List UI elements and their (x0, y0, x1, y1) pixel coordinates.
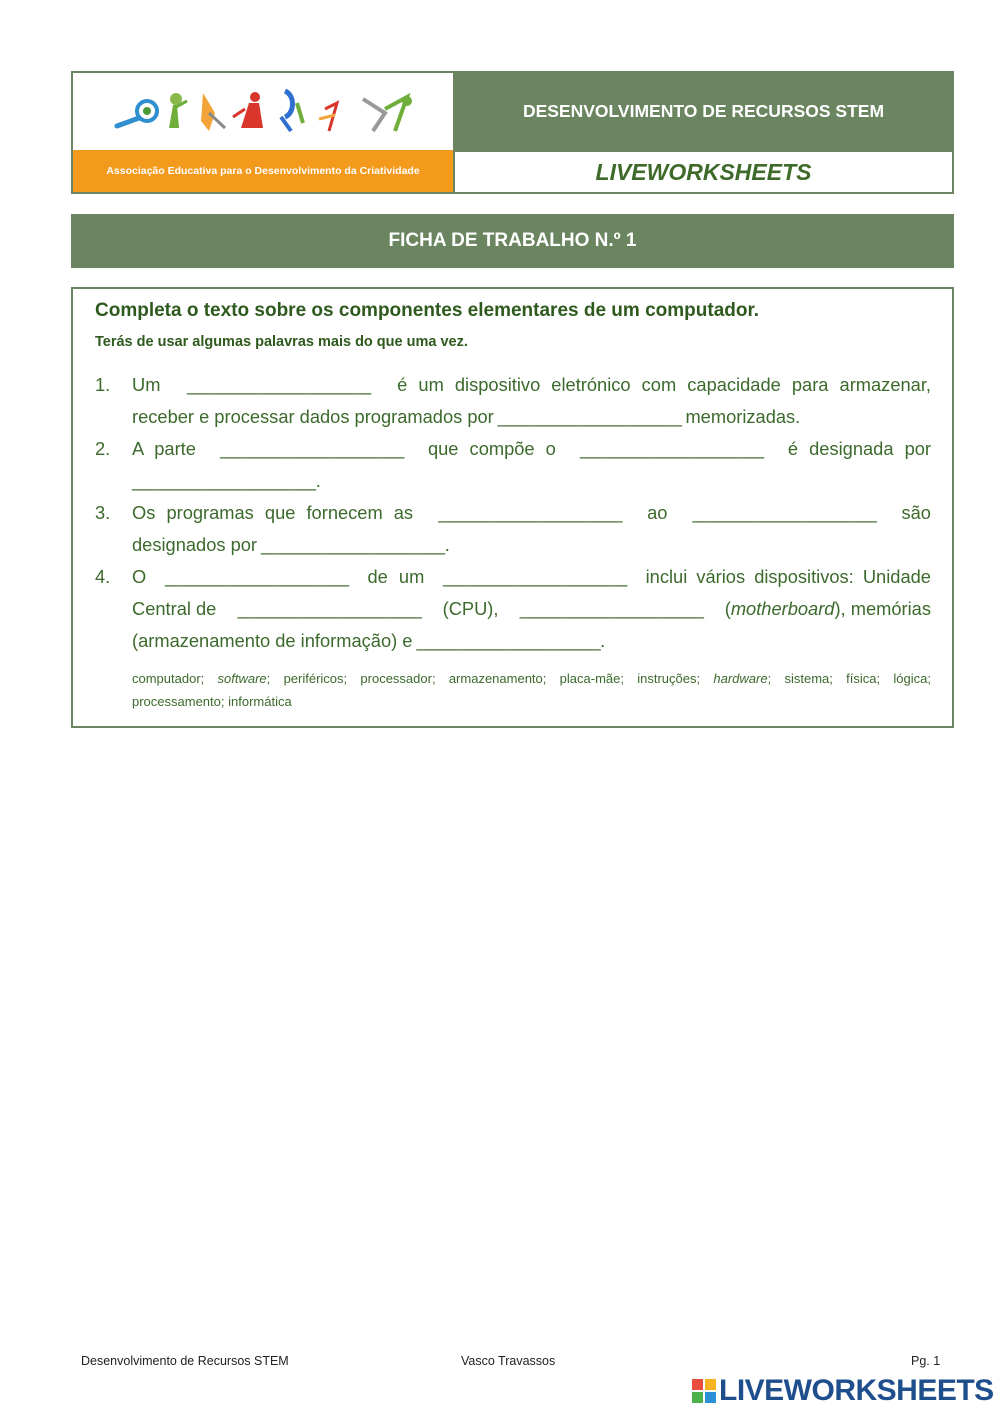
item-number: 4. (95, 566, 111, 587)
footer-page-number: Pg. 1 (911, 1354, 941, 1368)
answer-blank[interactable]: ___________________ (497, 406, 682, 427)
association-logo (73, 73, 455, 150)
paren-open: ( (724, 598, 731, 619)
item-text: Central de (132, 598, 217, 619)
exercise-item (95, 369, 931, 433)
word-bank-term: sistema; (784, 671, 833, 686)
item-text: que compõe o (427, 438, 556, 459)
answer-blank[interactable]: ___________________ (132, 470, 316, 491)
exercise-item (95, 497, 931, 561)
software-term: software (217, 671, 267, 686)
liveworksheets-logo-icon (692, 1379, 716, 1403)
answer-blank[interactable]: ___________________ (692, 502, 877, 523)
item-text: (CPU), (442, 598, 499, 619)
answer-blank[interactable]: ___________________ (416, 630, 601, 651)
word-bank-term: física; (846, 671, 881, 686)
item-text: de um (367, 566, 425, 587)
word-bank (132, 667, 931, 713)
word-bank-term: processador; (360, 671, 436, 686)
item-number: 2. (95, 438, 111, 459)
item-text: receber e processar dados programados por (132, 406, 494, 427)
item-number: 3. (95, 502, 111, 523)
site-title: LIVEWORKSHEETS (455, 150, 952, 192)
footer-author: Vasco Travassos (461, 1354, 556, 1368)
item-text: é um dispositivo eletrónico com capacidade para armazenar, (397, 374, 931, 395)
word-bank-term: periféricos; (283, 671, 348, 686)
footer-project: Desenvolvimento de Recursos STEM (81, 1354, 289, 1368)
word-bank-term: computador; (132, 671, 205, 686)
hardware-term: hardware (713, 671, 768, 686)
creative-figures-logo (73, 73, 453, 150)
instruction-subtitle: Terás de usar algumas palavras mais do que uma vez. (95, 334, 468, 350)
liveworksheets-brand-text: LIVEWORKSHEETS (719, 1374, 994, 1407)
item-text: designados por (132, 534, 258, 555)
header-table (71, 71, 954, 194)
separator: ; (767, 671, 772, 686)
item-text: é designada por (787, 438, 931, 459)
association-name: Associação Educativa para o Desenvolvimento da Criatividade (73, 150, 455, 192)
liveworksheets-brand[interactable] (692, 1374, 994, 1408)
word-bank-term (218, 667, 271, 690)
item-text: são (901, 502, 931, 523)
project-title: DESENVOLVIMENTO DE RECURSOS STEM (455, 73, 952, 150)
exercise-list (95, 369, 931, 657)
answer-blank[interactable]: ___________________ (438, 502, 622, 523)
separator: ; (266, 671, 271, 686)
item-text: ), memórias (834, 598, 931, 619)
item-text: A parte (132, 438, 196, 459)
item-text: (armazenamento de informação) e (132, 630, 413, 651)
instruction-title: Completa o texto sobre os componentes elementares de um computador. (95, 300, 760, 321)
item-text: . (315, 470, 321, 491)
item-text: . (444, 534, 450, 555)
item-number: 1. (95, 374, 111, 395)
word-bank-term (713, 667, 771, 690)
exercise-item (95, 561, 931, 657)
word-bank-term: instruções; (637, 671, 701, 686)
answer-blank[interactable]: ___________________ (443, 566, 627, 587)
item-text: inclui vários dispositivos: Unidade (645, 566, 931, 587)
motherboard-term: motherboard (730, 598, 835, 619)
item-text: memorizadas. (685, 406, 801, 427)
answer-blank[interactable]: ___________________ (519, 598, 704, 619)
answer-blank[interactable]: ___________________ (261, 534, 445, 555)
word-bank-term: armazenamento; (448, 671, 547, 686)
word-bank-term: lógica; (893, 671, 931, 686)
exercise-item (95, 433, 931, 497)
item-text: ao (647, 502, 668, 523)
item-text: Os programas que fornecem as (132, 502, 414, 523)
item-text (725, 593, 931, 625)
item-text: Um (132, 374, 161, 395)
answer-blank[interactable]: ___________________ (220, 438, 404, 459)
answer-blank[interactable]: ___________________ (580, 438, 764, 459)
answer-blank[interactable]: ___________________ (186, 374, 371, 395)
answer-blank[interactable]: ___________________ (237, 598, 422, 619)
item-text: O (132, 566, 147, 587)
answer-blank[interactable]: ___________________ (165, 566, 349, 587)
word-bank-term: placa-mãe; (559, 671, 624, 686)
word-bank-term: processamento; informática (132, 694, 292, 709)
worksheet-title: FICHA DE TRABALHO N.º 1 (71, 214, 954, 268)
item-text: . (600, 630, 606, 651)
exercise-box (71, 287, 954, 728)
